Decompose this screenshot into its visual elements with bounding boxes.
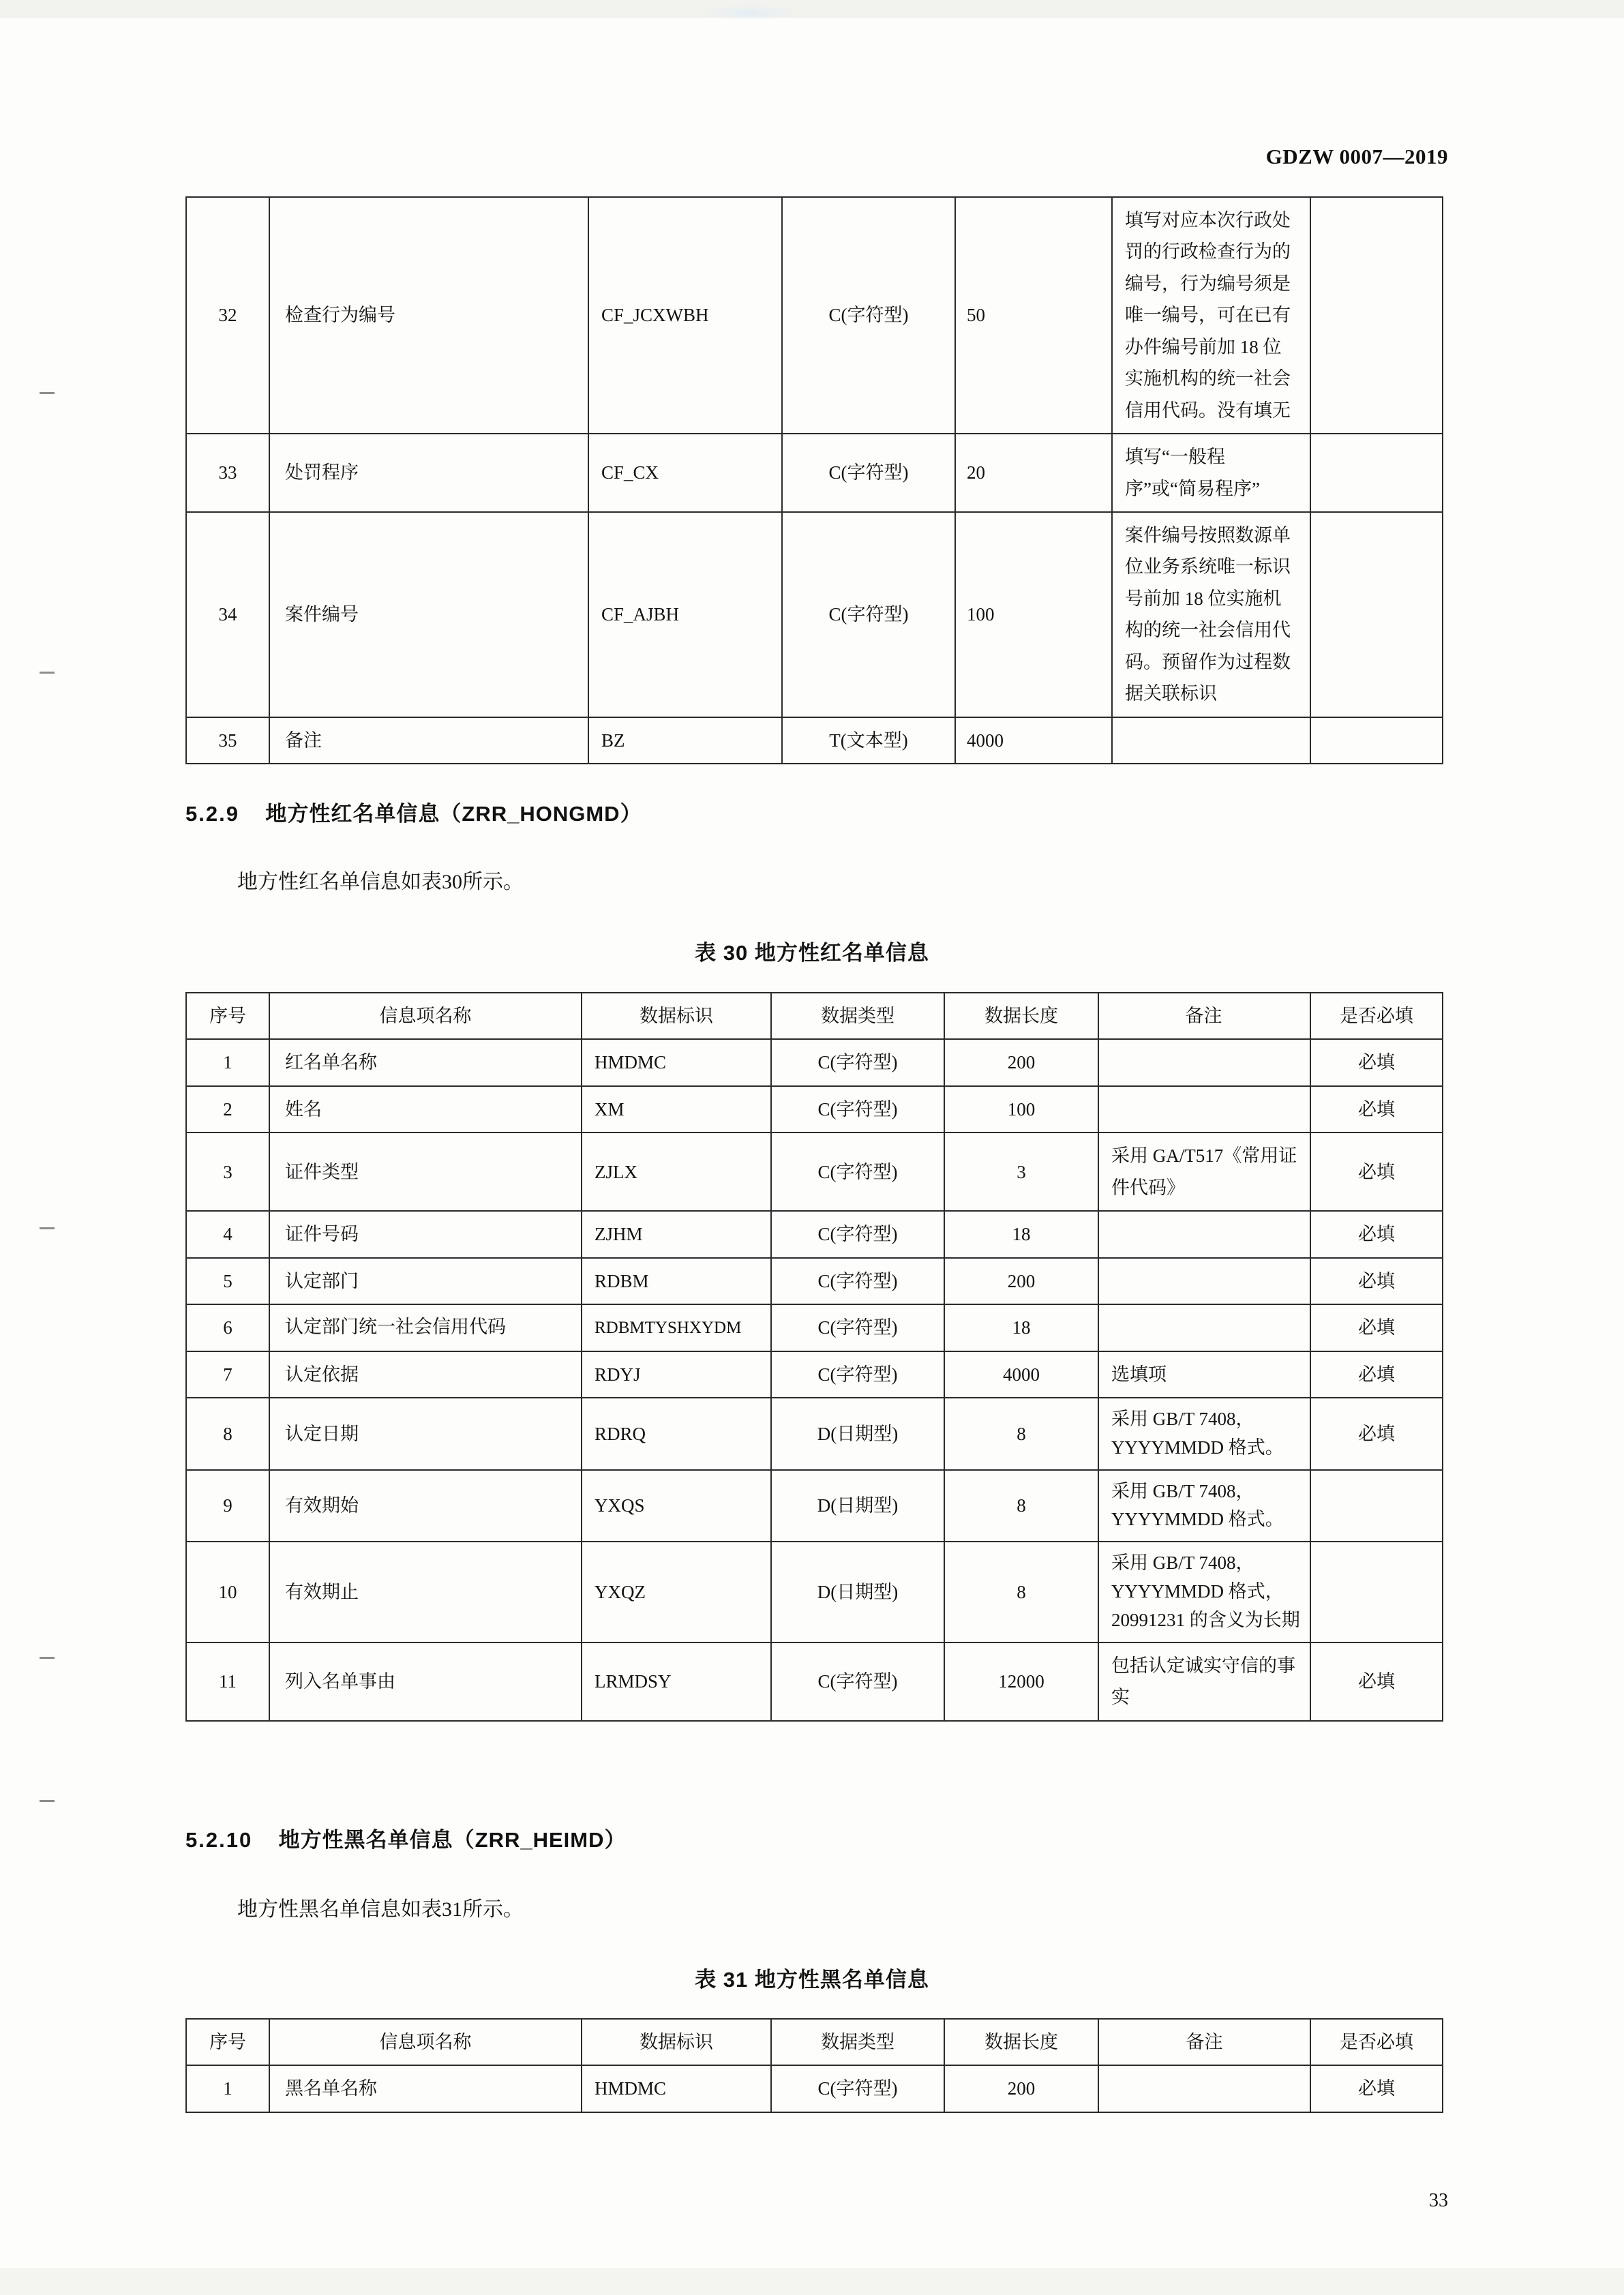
cell-required: 必填 — [1310, 1304, 1443, 1351]
cell-identifier: BZ — [588, 717, 782, 764]
cell-type: T(文本型) — [782, 717, 955, 764]
section-title: 地方性红名单信息（ZRR_HONGMD） — [265, 802, 642, 826]
cell-seq: 33 — [186, 434, 269, 512]
cell-identifier: HMDMC — [582, 2065, 771, 2112]
cell-type: C(字符型) — [782, 512, 955, 717]
cell-required — [1310, 197, 1443, 434]
header-seq: 序号 — [186, 993, 269, 1039]
cell-length: 18 — [944, 1304, 1098, 1351]
cell-seq: 32 — [186, 197, 269, 434]
table-row — [186, 1039, 1443, 1085]
table-29-continued — [185, 196, 1443, 764]
table-header-row — [186, 2019, 1443, 2065]
cell-name: 有效期始 — [269, 1470, 582, 1542]
cell-identifier: YXQZ — [582, 1542, 771, 1642]
cell-identifier: RDRQ — [582, 1398, 771, 1470]
header-name: 信息项名称 — [269, 993, 582, 1039]
cell-required: 必填 — [1310, 1039, 1443, 1085]
table-row — [186, 1258, 1443, 1304]
cell-remark — [1098, 1258, 1310, 1304]
cell-identifier: RDYJ — [582, 1351, 771, 1398]
cell-required: 必填 — [1310, 1211, 1443, 1257]
cell-type: C(字符型) — [771, 1211, 944, 1257]
cell-name: 认定依据 — [269, 1351, 582, 1398]
header-standard-code: GDZW 0007—2019 — [1265, 145, 1448, 168]
cell-length: 12000 — [944, 1642, 1098, 1721]
cell-length: 200 — [944, 1258, 1098, 1304]
cell-name: 认定部门 — [269, 1258, 582, 1304]
header-identifier: 数据标识 — [582, 993, 771, 1039]
cell-seq: 4 — [186, 1211, 269, 1257]
cell-required: 必填 — [1310, 1351, 1443, 1398]
cell-seq: 8 — [186, 1398, 269, 1470]
header-required: 是否必填 — [1310, 2019, 1443, 2065]
cell-length: 200 — [944, 2065, 1098, 2112]
cell-name: 备注 — [269, 717, 588, 764]
cell-required — [1310, 434, 1443, 512]
cell-name: 有效期止 — [269, 1542, 582, 1642]
cell-required: 必填 — [1310, 1398, 1443, 1470]
cell-required: 必填 — [1310, 1132, 1443, 1211]
cell-identifier: RDBM — [582, 1258, 771, 1304]
cell-remark: 采用 GB/T 7408，YYYYMMDD 格式，20991231 的含义为长期 — [1098, 1542, 1310, 1642]
cell-remark — [1098, 1304, 1310, 1351]
cell-required: 必填 — [1310, 1258, 1443, 1304]
cell-type: C(字符型) — [771, 1132, 944, 1211]
cell-length: 8 — [944, 1398, 1098, 1470]
table-row — [186, 717, 1443, 764]
cell-required — [1310, 1470, 1443, 1542]
cell-required: 必填 — [1310, 2065, 1443, 2112]
cell-name: 处罚程序 — [269, 434, 588, 512]
table-30-caption: 表 30 地方性红名单信息 — [695, 941, 929, 965]
cell-type: C(字符型) — [782, 434, 955, 512]
cell-type: D(日期型) — [771, 1470, 944, 1542]
cell-length: 3 — [944, 1132, 1098, 1211]
cell-identifier: YXQS — [582, 1470, 771, 1542]
cell-required: 必填 — [1310, 1086, 1443, 1132]
cell-type: C(字符型) — [771, 1086, 944, 1132]
cell-name: 姓名 — [269, 1086, 582, 1132]
table-row — [186, 1642, 1443, 1721]
cell-length: 20 — [955, 434, 1112, 512]
cell-type: C(字符型) — [782, 197, 955, 434]
paragraph-5210: 地方性黑名单信息如表31所示。 — [237, 1898, 524, 1921]
cell-name: 证件号码 — [269, 1211, 582, 1257]
table-row — [186, 1398, 1443, 1470]
section-number: 5.2.10 — [185, 1828, 253, 1852]
cell-length: 8 — [944, 1470, 1098, 1542]
cell-seq: 6 — [186, 1304, 269, 1351]
cell-remark: 选填项 — [1098, 1351, 1310, 1398]
cell-seq: 5 — [186, 1258, 269, 1304]
table-row — [186, 2065, 1443, 2112]
cell-identifier: ZJHM — [582, 1211, 771, 1257]
header-identifier: 数据标识 — [582, 2019, 771, 2065]
cell-remark — [1112, 717, 1310, 764]
header-required: 是否必填 — [1310, 993, 1443, 1039]
cell-name: 证件类型 — [269, 1132, 582, 1211]
cell-remark — [1098, 1039, 1310, 1085]
cell-remark — [1098, 2065, 1310, 2112]
header-seq: 序号 — [186, 2019, 269, 2065]
cell-seq: 10 — [186, 1542, 269, 1642]
cell-remark: 填写“一般程序”或“简易程序” — [1112, 434, 1310, 512]
cell-remark: 采用 GB/T 7408，YYYYMMDD 格式。 — [1098, 1398, 1310, 1470]
cell-identifier: ZJLX — [582, 1132, 771, 1211]
cell-identifier: CF_AJBH — [588, 512, 782, 717]
cell-remark — [1098, 1211, 1310, 1257]
cell-identifier: HMDMC — [582, 1039, 771, 1085]
table-row — [186, 1470, 1443, 1542]
header-length: 数据长度 — [944, 993, 1098, 1039]
cell-identifier: CF_CX — [588, 434, 782, 512]
cell-seq: 1 — [186, 1039, 269, 1085]
cell-required — [1310, 717, 1443, 764]
table-header-row — [186, 993, 1443, 1039]
cell-length: 100 — [944, 1086, 1098, 1132]
cell-type: C(字符型) — [771, 1258, 944, 1304]
table-row — [186, 1211, 1443, 1257]
header-type: 数据类型 — [771, 2019, 944, 2065]
cell-type: C(字符型) — [771, 1642, 944, 1721]
table-row — [186, 1542, 1443, 1642]
cell-remark: 采用 GB/T 7408，YYYYMMDD 格式。 — [1098, 1470, 1310, 1542]
table-row — [186, 1351, 1443, 1398]
cell-type: D(日期型) — [771, 1542, 944, 1642]
cell-remark: 填写对应本次行政处罚的行政检查行为的编号，行为编号须是唯一编号，可在已有办件编号前加 18 位实施机构的统一社会信用代码。没有填无 — [1112, 197, 1310, 434]
section-number: 5.2.9 — [185, 802, 239, 826]
header-length: 数据长度 — [944, 2019, 1098, 2065]
cell-required: 必填 — [1310, 1642, 1443, 1721]
cell-seq: 1 — [186, 2065, 269, 2112]
cell-name: 认定部门统一社会信用代码 — [269, 1304, 582, 1351]
table-row — [186, 1086, 1443, 1132]
cell-length: 4000 — [944, 1351, 1098, 1398]
cell-seq: 9 — [186, 1470, 269, 1542]
header-name: 信息项名称 — [269, 2019, 582, 2065]
table-row — [186, 1132, 1443, 1211]
cell-seq: 2 — [186, 1086, 269, 1132]
cell-seq: 11 — [186, 1642, 269, 1721]
table-row — [186, 434, 1443, 512]
cell-remark: 包括认定诚实守信的事实 — [1098, 1642, 1310, 1721]
table-row — [186, 512, 1443, 717]
cell-type: C(字符型) — [771, 2065, 944, 2112]
page-number: 33 — [1429, 2190, 1448, 2211]
table-30 — [185, 992, 1443, 1722]
cell-length: 8 — [944, 1542, 1098, 1642]
section-heading-529 — [185, 796, 642, 827]
cell-length: 50 — [955, 197, 1112, 434]
cell-name: 检查行为编号 — [269, 197, 588, 434]
cell-remark: 案件编号按照数源单位业务系统唯一标识号前加 18 位实施机构的统一社会信用代码。预留作为过程数据关联标识 — [1112, 512, 1310, 717]
cell-identifier: XM — [582, 1086, 771, 1132]
cell-type: C(字符型) — [771, 1304, 944, 1351]
header-remark: 备注 — [1098, 2019, 1310, 2065]
cell-length: 200 — [944, 1039, 1098, 1085]
section-title: 地方性黑名单信息（ZRR_HEIMD） — [278, 1828, 627, 1852]
cell-identifier: CF_JCXWBH — [588, 197, 782, 434]
cell-length: 4000 — [955, 717, 1112, 764]
cell-required — [1310, 1542, 1443, 1642]
cell-seq: 3 — [186, 1132, 269, 1211]
cell-length: 100 — [955, 512, 1112, 717]
cell-identifier: RDBMTYSHXYDM — [582, 1304, 771, 1351]
cell-seq: 7 — [186, 1351, 269, 1398]
cell-identifier: LRMDSY — [582, 1642, 771, 1721]
header-remark: 备注 — [1098, 993, 1310, 1039]
cell-remark: 采用 GA/T517《常用证件代码》 — [1098, 1132, 1310, 1211]
table-row — [186, 197, 1443, 434]
paragraph-529: 地方性红名单信息如表30所示。 — [237, 871, 524, 893]
cell-type: C(字符型) — [771, 1351, 944, 1398]
table-row — [186, 1304, 1443, 1351]
cell-name: 红名单名称 — [269, 1039, 582, 1085]
cell-seq: 34 — [186, 512, 269, 717]
cell-name: 列入名单事由 — [269, 1642, 582, 1721]
cell-type: C(字符型) — [771, 1039, 944, 1085]
cell-required — [1310, 512, 1443, 717]
cell-length: 18 — [944, 1211, 1098, 1257]
header-type: 数据类型 — [771, 993, 944, 1039]
section-heading-5210 — [185, 1822, 627, 1853]
cell-name: 认定日期 — [269, 1398, 582, 1470]
table-31 — [185, 2018, 1443, 2113]
cell-seq: 35 — [186, 717, 269, 764]
cell-remark — [1098, 1086, 1310, 1132]
cell-type: D(日期型) — [771, 1398, 944, 1470]
table-31-caption: 表 31 地方性黑名单信息 — [695, 1968, 929, 1992]
cell-name: 黑名单名称 — [269, 2065, 582, 2112]
cell-name: 案件编号 — [269, 512, 588, 717]
